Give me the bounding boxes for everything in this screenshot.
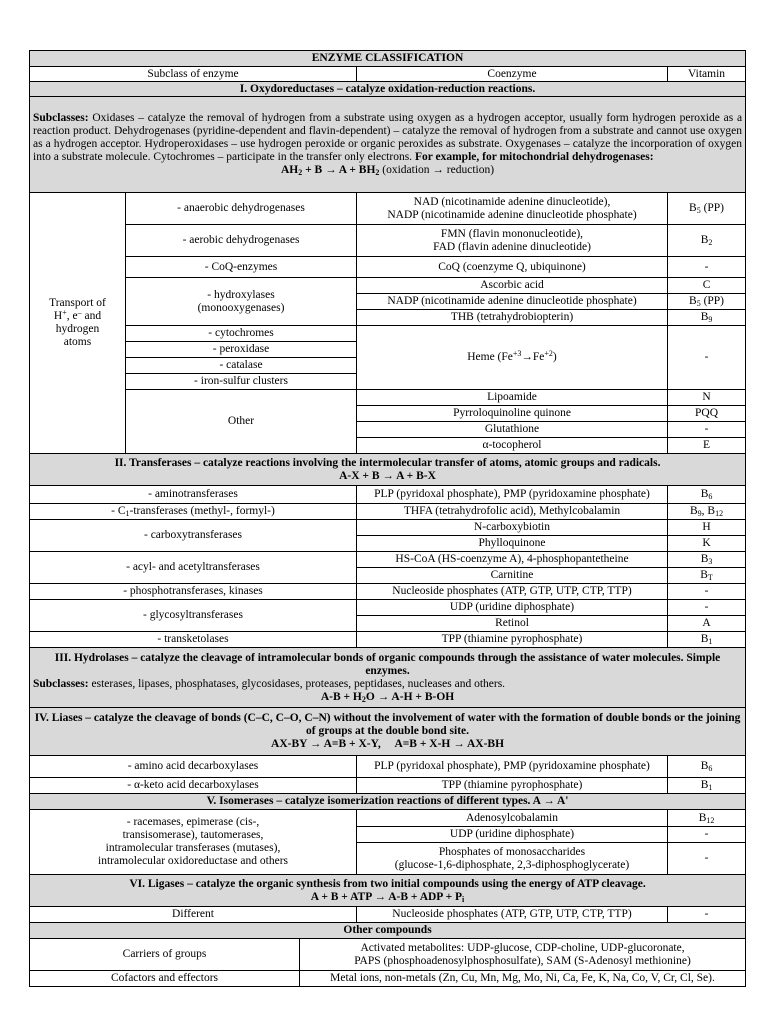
anaerobic-coenzyme: NAD (nicotinamide adenine dinucleotide), NADP (nicotinamide adenine dinucleotide phosphate) (357, 193, 668, 225)
table-title: ENZYME CLASSIFICATION (30, 51, 746, 67)
enzyme-classification-table (29, 50, 746, 987)
other-enzymes: Other (126, 390, 357, 454)
coq-coenzyme: CoQ (coenzyme Q, ubiquinone) (357, 257, 668, 278)
isomerase-group: - racemases, epimerase (cis-, transisomerase), tautomerases, intramolecular transferases (mutases), intramolecular oxidoreductase and others (30, 810, 357, 875)
section-2-heading: II. Transferases – catalyze reactions involving the intermolecular transfer of atoms, atomic groups and radicals. A-X + B → A + B-X (30, 454, 746, 486)
amino-acid-decarboxylases: - amino acid decarboxylases (30, 756, 357, 778)
section-1-description-text: Oxidases – catalyze the removal of hydrogen from a substrate using oxygen as a hydrogen acceptor, usually form hydrogen peroxide as a reaction product. Dehydrogenases (pyridine-dependent and flavin-dependent) – catalyze the removal of hydrogen from a substrate and cannot use oxygen as a hydrogen acceptor. Hydroperoxidases – use hydrogen peroxide or organic peroxides as substrate. Oxygenases – catalyze the incorporation of oxygen into a substrate molecule. Cytochromes – participate in the transfer only electrons. (33, 112, 743, 163)
isomerase-vitamin: $B_{12}$ (668, 810, 746, 827)
glyco-vitamin: A (668, 616, 746, 632)
coq-enzymes: - CoQ-enzymes (126, 257, 357, 278)
header-coenzyme: Coenzyme (357, 67, 668, 82)
acyl-vitamin: $B_3$ (668, 552, 746, 568)
other-coenzyme: Glutathione (357, 422, 668, 438)
glyco-vitamin: - (668, 600, 746, 616)
anaerobic-vitamin: $B_5$ (PP) (668, 193, 746, 225)
section-1-subclasses-label: Subclasses: (33, 112, 89, 124)
carboxy-coenzyme: Phylloquinone (357, 536, 668, 552)
hydroxylase-vitamin: $B_5$ (PP) (668, 294, 746, 310)
acyl-coenzyme: Carnitine (357, 568, 668, 584)
hydroxylase-vitamin: $B_9$ (668, 310, 746, 326)
phosphotransferases: - phosphotransferases, kinases (30, 584, 357, 600)
monosaccharide-vitamin: - (668, 843, 746, 875)
amino-decarb-coenzyme: PLP (pyridoxal phosphate), PMP (pyridoxamine phosphate) (357, 756, 668, 778)
isomerase-coenzyme: Adenosylcobalamin (357, 810, 668, 827)
keto-decarb-vitamin: $B_1$ (668, 778, 746, 794)
other-coenzyme: Lipoamide (357, 390, 668, 406)
hydroxylase-coenzyme: Ascorbic acid (357, 278, 668, 294)
section-4-heading: IV. Liases – catalyze the cleavage of bonds (C–C, C–O, C–N) without the involvement of water with the formation of double bonds or the joining of groups at the double bond site. AX-BY → A=B + X-Y, A=B + X-H → AX-BH (30, 708, 746, 756)
glyco-coenzyme: UDP (uridine diphosphate) (357, 600, 668, 616)
aerobic-vitamin: $B_2$ (668, 225, 746, 257)
hydroxylases: - hydroxylases (monooxygenases) (126, 278, 357, 326)
other-vitamin: PQQ (668, 406, 746, 422)
c1-vitamin: $B_9$, $B_{12}$ (668, 504, 746, 520)
section-6-heading: VI. Ligases – catalyze the organic synthesis from two initial compounds using the energy of ATP cleavage. A + B + ATP → A-B + ADP + $P_i$ (30, 875, 746, 907)
glycosyltransferases: - glycosyltransferases (30, 600, 357, 632)
aminotransferases: - aminotransferases (30, 486, 357, 504)
heme-coenzyme: Heme $(Fe^{+3}\to Fe^{+2})$ (357, 326, 668, 390)
aerobic-dehydrogenases: - aerobic dehydrogenases (126, 225, 357, 257)
hydroxylase-coenzyme: NADP (nicotinamide adenine dinucleotide phosphate) (357, 294, 668, 310)
other-coenzyme: α-tocopherol (357, 438, 668, 454)
acyl-coenzyme: HS-CoA (HS-coenzyme A), 4-phosphopantetheine (357, 552, 668, 568)
carboxytransferases: - carboxytransferases (30, 520, 357, 552)
section-1-equation: $AH_2 + B \to A + BH_2$ (280, 164, 380, 177)
hydroxylase-vitamin: C (668, 278, 746, 294)
other-vitamin: N (668, 390, 746, 406)
section-3-block (30, 648, 746, 708)
section-3-subclasses: esterases, lipases, phosphatases, glycosidases, proteases, peptidases, nucleases and others. (91, 677, 506, 690)
amino-coenzyme: PLP (pyridoxal phosphate), PMP (pyridoxamine phosphate) (357, 486, 668, 504)
phospho-coenzyme: Nucleoside phosphates (ATP, GTP, UTP, CTP, TTP) (357, 584, 668, 600)
keto-decarb-coenzyme: TPP (thiamine pyrophosphate) (357, 778, 668, 794)
transketo-coenzyme: TPP (thiamine pyrophosphate) (357, 632, 668, 648)
ligases-different: Different (30, 907, 357, 923)
carboxy-vitamin: H (668, 520, 746, 536)
section-5-heading: V. Isomerases – catalyze isomerization reactions of different types. A → A' (30, 794, 746, 810)
glyco-coenzyme: Retinol (357, 616, 668, 632)
amino-vitamin: $B_6$ (668, 486, 746, 504)
section-3-heading: III. Hydrolases – catalyze the cleavage of intramolecular bonds of organic compounds through the assistance of water molecules. Simple enzymes. (54, 651, 721, 677)
anaerobic-dehydrogenases: - anaerobic dehydrogenases (126, 193, 357, 225)
isomerase-vitamin: - (668, 827, 746, 843)
header-subclass: Subclass of enzyme (30, 67, 357, 82)
heme-enzyme: - cytochromes (126, 326, 357, 342)
cofactors-text: Metal ions, non-metals (Zn, Cu, Mn, Mg, Mo, Ni, Ca, Fe, K, Na, Co, V, Cr, Cl, Se). (300, 971, 746, 987)
isomerase-coenzyme: UDP (uridine diphosphate) (357, 827, 668, 843)
amino-decarb-vitamin: $B_6$ (668, 756, 746, 778)
section-1-heading: I. Oxydoreductases – catalyze oxidation-reduction reactions. (30, 82, 746, 97)
hydroxylase-coenzyme: THB (tetrahydrobiopterin) (357, 310, 668, 326)
other-vitamin: E (668, 438, 746, 454)
heme-enzyme: - catalase (126, 358, 357, 374)
header-vitamin: Vitamin (668, 67, 746, 82)
monosaccharide-phosphates: Phosphates of monosaccharides (glucose-1,6-diphosphate, 2,3-diphosphoglycerate) (357, 843, 668, 875)
c1-transferases: - $C_1$-transferases (methyl-, formyl-) (30, 504, 357, 520)
acyl-acetyltransferases: - acyl- and acetyltransferases (30, 552, 357, 584)
section-3-equation: $A-B + H_2O \to A-H + B-OH$ (320, 690, 455, 704)
section-1-description (30, 97, 746, 193)
other-coenzyme: Pyrroloquinoline quinone (357, 406, 668, 422)
heme-enzyme: - peroxidase (126, 342, 357, 358)
section-3-subclasses-label: Subclasses: (33, 677, 89, 690)
carboxy-vitamin: K (668, 536, 746, 552)
transport-label: Transport of H+, e– and hydrogen atoms (30, 193, 126, 454)
ligases-vitamin: - (668, 907, 746, 923)
acyl-vitamin: $B_T$ (668, 568, 746, 584)
carriers-of-groups: Carriers of groups (30, 939, 300, 971)
section-1-equation-note: (oxidation → reduction) (382, 164, 495, 176)
phospho-vitamin: - (668, 584, 746, 600)
carboxy-coenzyme: N-carboxybiotin (357, 520, 668, 536)
ligases-coenzyme: Nucleoside phosphates (ATP, GTP, UTP, CTP, TTP) (357, 907, 668, 923)
c1-coenzyme: THFA (tetrahydrofolic acid), Methylcobalamin (357, 504, 668, 520)
cofactors-effectors: Cofactors and effectors (30, 971, 300, 987)
heme-enzyme: - iron-sulfur clusters (126, 374, 357, 390)
coq-vitamin: - (668, 257, 746, 278)
aerobic-coenzyme: FMN (flavin mononucleotide), FAD (flavin adenine dinucleotide) (357, 225, 668, 257)
other-compounds-heading: Other compounds (30, 923, 746, 939)
other-vitamin: - (668, 422, 746, 438)
section-1-example: For example, for mitochondrial dehydrogenases: (414, 151, 654, 163)
heme-vitamin: - (668, 326, 746, 390)
transketo-vitamin: $B_1$ (668, 632, 746, 648)
carriers-text: Activated metabolites: UDP-glucose, CDP-choline, UDP-glucoronate, PAPS (phosphoadenosylphosphosulfate), SAM (S-Adenosyl methionine) (300, 939, 746, 971)
keto-acid-decarboxylases: - α-keto acid decarboxylases (30, 778, 357, 794)
transketolases: - transketolases (30, 632, 357, 648)
